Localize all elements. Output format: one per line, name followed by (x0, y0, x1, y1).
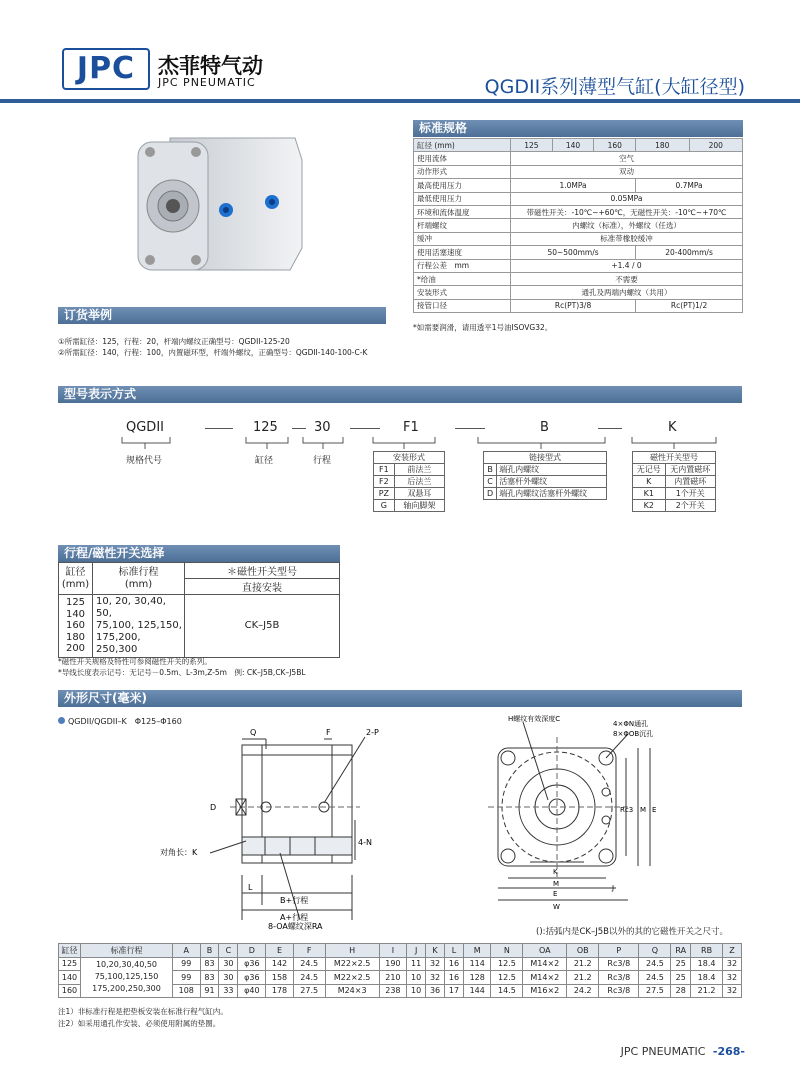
dims-header-cell: Z (722, 944, 741, 958)
dims-cell: 32 (722, 984, 741, 998)
dims-cell: 114 (463, 957, 491, 971)
dims-bore: 125 (59, 957, 81, 971)
stroke-section-title: 行程/磁性开关选择 (58, 545, 340, 562)
joint-table (483, 451, 607, 500)
bore-value: 180 (65, 631, 86, 643)
dims-std-stroke (81, 957, 173, 998)
dims-cell: 30 (219, 971, 238, 985)
dash (350, 428, 380, 429)
joint-desc: 端孔内螺纹活塞杆外螺纹 (497, 488, 607, 500)
joint-code: B (484, 464, 497, 476)
dims-cell: 21.2 (567, 957, 599, 971)
dims-stroke-line: 75,100,125,150 (94, 972, 159, 982)
model-code: QGDII (126, 420, 164, 435)
dims-cell: 21.2 (691, 984, 723, 998)
spec-value: 1.0MPa (511, 179, 636, 192)
std-header-unit: (mm) (124, 578, 153, 590)
label-e-v: E (652, 806, 657, 814)
magnet-desc: 1个开关 (665, 488, 715, 500)
dims-cell: 16 (445, 957, 464, 971)
dims-cell: 30 (219, 957, 238, 971)
spec-label: 行程公差 mm (414, 259, 511, 272)
dims-cell: 11 (407, 957, 426, 971)
bore-list (59, 595, 93, 658)
bore-value: 125 (65, 597, 86, 608)
spec-value: 不需要 (511, 272, 743, 285)
joint-code: C (484, 476, 497, 488)
joint-desc: 端孔内螺纹 (497, 464, 607, 476)
brand-name-en: JPC PNEUMATIC (158, 76, 256, 89)
dims-header-cell: H (325, 944, 379, 958)
dims-cell: φ36 (238, 957, 266, 971)
dims-table (58, 943, 742, 998)
label-j: J (612, 884, 615, 892)
dims-cell: M22×2.5 (325, 971, 379, 985)
dims-cell: M22×2.5 (325, 957, 379, 971)
dims-stroke-line: 175,200,250,300 (92, 984, 161, 994)
joint-code: D (484, 488, 497, 500)
mount-code: PZ (374, 488, 395, 500)
mount-desc: 轴向脚架 (394, 500, 444, 512)
label-ob: 8×ΦOB沉孔 (613, 730, 654, 738)
spec-label: 动作形式 (414, 165, 511, 178)
magnet-code: K (633, 476, 666, 488)
mount-desc: 双悬耳 (394, 488, 444, 500)
dims-cell: M16×2 (523, 984, 567, 998)
spec-header-cell: 缸径 (mm) (414, 139, 511, 152)
dims-cell: 12.5 (491, 971, 523, 985)
joint-desc: 活塞杆外螺纹 (497, 476, 607, 488)
label-4n: 4-N (358, 838, 372, 847)
switch-header: ＊磁性开关型号 (185, 563, 340, 579)
dims-header-cell: J (407, 944, 426, 958)
spec-label: 最低使用压力 (414, 192, 511, 205)
spec-value: 内螺纹（标准），外螺纹（任选） (511, 219, 743, 232)
dims-cell: 10 (407, 971, 426, 985)
magnet-code: K2 (633, 500, 666, 512)
label-spec-code: 规格代号 (126, 456, 163, 466)
spec-header-cell: 125 (511, 139, 553, 152)
label-a: A+行程 (280, 913, 309, 922)
model-bore: 125 (253, 420, 278, 435)
dims-bore: 140 (59, 971, 81, 985)
dims-cell: 91 (200, 984, 219, 998)
dims-cell: 24.5 (639, 957, 671, 971)
stroke-std-header (93, 563, 185, 595)
model-brackets (120, 437, 720, 452)
dims-header-cell: Q (639, 944, 671, 958)
dims-cell: 36 (426, 984, 445, 998)
spec-label: 最高使用压力 (414, 179, 511, 192)
spec-header-cell: 180 (636, 139, 689, 152)
dims-cell: 83 (200, 957, 219, 971)
logo-mark: JPC (76, 51, 136, 86)
dims-header-cell: D (238, 944, 266, 958)
dims-header-cell: RB (691, 944, 723, 958)
dims-cell: 21.2 (567, 971, 599, 985)
dims-header-cell: C (219, 944, 238, 958)
dims-cell: 99 (173, 957, 201, 971)
dash (205, 428, 233, 429)
switch-model: CK–J5B (185, 595, 340, 658)
std-stroke-line: 10, 20, 30,40, 50, (96, 595, 166, 619)
dims-note-2: 注2）如采用通孔作安装、必须使用附属的垫圈。 (58, 1019, 221, 1028)
mount-title: 安装形式 (374, 452, 445, 464)
dims-header-cell: M (463, 944, 491, 958)
mount-desc: 后法兰 (394, 476, 444, 488)
dims-header-cell: F (293, 944, 325, 958)
dims-header-cell: A (173, 944, 201, 958)
spec-header-cell: 140 (552, 139, 594, 152)
label-e: E (553, 890, 558, 898)
spec-value: 0.7MPa (636, 179, 743, 192)
label-stroke: 行程 (313, 456, 332, 466)
dims-cell: Rc3/8 (599, 957, 639, 971)
legend-dot-icon (58, 717, 65, 724)
dims-header-cell: E (266, 944, 294, 958)
std-stroke-list (93, 595, 185, 658)
label-hc: H螺纹有效深度C (508, 715, 561, 723)
dims-cell: 83 (200, 971, 219, 985)
dims-cell: 32 (722, 957, 741, 971)
dims-cell: 33 (219, 984, 238, 998)
dash (598, 428, 622, 429)
label-w: W (553, 903, 560, 911)
label-rc: Rc3 (620, 806, 634, 814)
cylinder-photo (130, 130, 305, 280)
spec-value: 20-400mm/s (636, 246, 743, 259)
spec-label: 环境和流体温度 (414, 205, 511, 218)
magnet-title: 磁性开关型号 (633, 452, 716, 464)
dims-cell: 158 (266, 971, 294, 985)
dash (455, 428, 485, 429)
dims-cell: 238 (379, 984, 407, 998)
side-view-drawing (150, 725, 410, 935)
spec-value: Rc(PT)1/2 (636, 299, 743, 312)
mount-table (373, 451, 445, 512)
dims-cell: 210 (379, 971, 407, 985)
bore-header-label: 缸径 (65, 566, 86, 578)
spec-value: 通孔及两端内螺纹（共用） (511, 286, 743, 299)
dims-header-cell: B (200, 944, 219, 958)
dims-cell: 18.4 (691, 971, 723, 985)
dims-cell: Rc3/8 (599, 971, 639, 985)
stroke-table (58, 562, 340, 658)
magnet-code: 无记号 (633, 464, 666, 476)
spec-value: Rc(PT)3/8 (511, 299, 636, 312)
spec-value: 带磁性开关：-10℃~+60℃，无磁性开关：-10℃~+70℃ (511, 205, 743, 218)
spec-value: 标准带橡胶缓冲 (511, 232, 743, 245)
dims-header-cell: P (599, 944, 639, 958)
dims-cell: 108 (173, 984, 201, 998)
dims-cell: 190 (379, 957, 407, 971)
joint-title: 链接型式 (484, 452, 607, 464)
bore-value: 160 (65, 620, 86, 631)
legend-text: QGDII/QGDII–K Φ125–Φ160 (68, 717, 182, 726)
dims-cell: 17 (445, 984, 464, 998)
dims-cell: 27.5 (639, 984, 671, 998)
logo (62, 48, 150, 90)
label-oa: 8-OA螺纹深RA (268, 922, 323, 931)
model-magnet: K (668, 420, 677, 435)
mount-code: G (374, 500, 395, 512)
dims-cell: 18.4 (691, 957, 723, 971)
header-rule (0, 99, 800, 103)
bore-header-unit: (mm) (61, 578, 90, 590)
dims-cell: 25 (671, 957, 691, 971)
dims-cell: φ40 (238, 984, 266, 998)
spec-header-cell: 200 (689, 139, 742, 152)
spec-header-row (414, 139, 743, 152)
page-title: QGDII系列薄型气缸(大缸径型) (484, 76, 745, 98)
spec-table (413, 138, 743, 313)
dims-cell: 24.2 (567, 984, 599, 998)
magnet-desc: 2个开关 (665, 500, 715, 512)
dims-header-cell: K (426, 944, 445, 958)
mount-desc: 前法兰 (394, 464, 444, 476)
dims-cell: 10 (407, 984, 426, 998)
dims-cell: 32 (426, 971, 445, 985)
spec-value: 空气 (511, 152, 743, 165)
spec-label: 使用活塞速度 (414, 246, 511, 259)
dims-header-row (59, 944, 742, 958)
dims-cell: 178 (266, 984, 294, 998)
brand-name-cn: 杰菲特气动 (158, 54, 263, 78)
dims-cell: 16 (445, 971, 464, 985)
dims-cell: 99 (173, 971, 201, 985)
label-m: M (553, 880, 560, 888)
stroke-bore-header (59, 563, 93, 595)
dims-cell: 28 (671, 984, 691, 998)
dims-bore: 160 (59, 984, 81, 998)
dims-cell: 128 (463, 971, 491, 985)
dims-cell: Rc3/8 (599, 984, 639, 998)
dims-cell: M14×2 (523, 971, 567, 985)
dims-header-cell: RA (671, 944, 691, 958)
dims-cell: M14×2 (523, 957, 567, 971)
label-b: B+行程 (280, 896, 309, 905)
spec-value: 0.05MPa (511, 192, 743, 205)
order-line-2: ②所需缸径：140，行程：100，内置磁环型，杆端外螺纹，正确型号：QGDII-140-100-C-K (58, 348, 368, 357)
dims-cell: 24.5 (293, 957, 325, 971)
spec-label: *给油 (414, 272, 511, 285)
dims-note-1: 注1）非标准行程是把垫板安装在标准行程气缸内。 (58, 1007, 228, 1016)
std-stroke-line: 175,200, 250,300 (96, 631, 141, 655)
order-section-title: 订货举例 (58, 307, 386, 324)
dims-header-cell: L (445, 944, 464, 958)
stroke-note-1: *磁性开关规格及特性可参阅磁性开关的系列。 (58, 657, 212, 666)
stroke-note-2: *导线长度表示记号：无记号－0.5m、L-3m,Z-5m 例: CK–J5B,CK–J5BL (58, 668, 306, 677)
page-number: -268- (712, 1045, 745, 1058)
model-section-title: 型号表示方式 (58, 386, 742, 403)
dims-cell: 144 (463, 984, 491, 998)
spec-section-title: 标准规格 (413, 120, 743, 137)
spec-note: *如需要润滑，请用透平1号油ISOVG32。 (413, 323, 553, 332)
label-bore: 缸径 (255, 456, 274, 466)
dash (292, 428, 306, 429)
dims-stroke-line: 10,20,30,40,50 (95, 960, 158, 970)
spec-label: 杆端螺纹 (414, 219, 511, 232)
model-mount: F1 (403, 420, 419, 435)
dims-cell: 27.5 (293, 984, 325, 998)
mount-code: F2 (374, 476, 395, 488)
label-m-v: M (640, 806, 647, 814)
dims-header-cell: I (379, 944, 407, 958)
dims-cell: 32 (426, 957, 445, 971)
spec-label: 缓冲 (414, 232, 511, 245)
spec-value: +1.4 / 0 (511, 259, 743, 272)
dims-cell: 24.5 (639, 971, 671, 985)
bore-value: 200 (65, 643, 86, 654)
magnet-code: K1 (633, 488, 666, 500)
dims-cell: 14.5 (491, 984, 523, 998)
dims-cell: 24.5 (293, 971, 325, 985)
dims-header-cell: N (491, 944, 523, 958)
std-header-label: 标准行程 (118, 566, 159, 578)
magnet-desc: 无内置磁环 (665, 464, 715, 476)
dims-section-title: 外形尺寸(毫米) (58, 690, 742, 707)
label-ke: K (553, 868, 558, 876)
label-nhole: 4×ΦN通孔 (613, 720, 649, 728)
dims-header-cell: OB (567, 944, 599, 958)
dims-header-cell: OA (523, 944, 567, 958)
front-view-drawing (478, 712, 738, 912)
dims-cell: 12.5 (491, 957, 523, 971)
spec-label: 使用流体 (414, 152, 511, 165)
label-d: D (210, 803, 217, 812)
order-line-1: ①所需缸径：125，行程：20，杆端内螺纹正确型号：QGDII-125-20 (58, 337, 290, 346)
footer-brand: JPC PNEUMATIC (620, 1045, 706, 1058)
std-stroke-line: 75,100, 125,150, (96, 619, 182, 631)
dims-header-cell: 标准行程 (81, 944, 173, 958)
label-q: Q (250, 728, 257, 737)
magnet-desc: 内置磁环 (665, 476, 715, 488)
spec-value: 双动 (511, 165, 743, 178)
label-f: F (326, 728, 331, 737)
dims-cell: 142 (266, 957, 294, 971)
bore-value: 140 (65, 608, 86, 620)
switch-subheader: 直接安装 (185, 579, 340, 595)
dims-cell: φ36 (238, 971, 266, 985)
dims-cell: 25 (671, 971, 691, 985)
label-2p: 2-P (366, 728, 379, 737)
model-joint: B (540, 420, 549, 435)
dims-cell: 32 (722, 971, 741, 985)
mount-code: F1 (374, 464, 395, 476)
spec-value: 50~500mm/s (511, 246, 636, 259)
drawing-caption: ():括弧内是CK–J5B以外的其的它磁性开关之尺寸。 (536, 927, 729, 937)
label-l: L (248, 883, 253, 892)
spec-header-cell: 160 (594, 139, 636, 152)
label-k: 对角长：K (160, 848, 198, 857)
model-stroke: 30 (314, 420, 331, 435)
footer (621, 1045, 745, 1058)
spec-label: 接管口径 (414, 299, 511, 312)
magnet-table (632, 451, 716, 512)
dims-header-cell: 缸径 (59, 944, 81, 958)
spec-label: 安装形式 (414, 286, 511, 299)
dims-row-125 (59, 957, 742, 971)
dims-cell: M24×3 (325, 984, 379, 998)
